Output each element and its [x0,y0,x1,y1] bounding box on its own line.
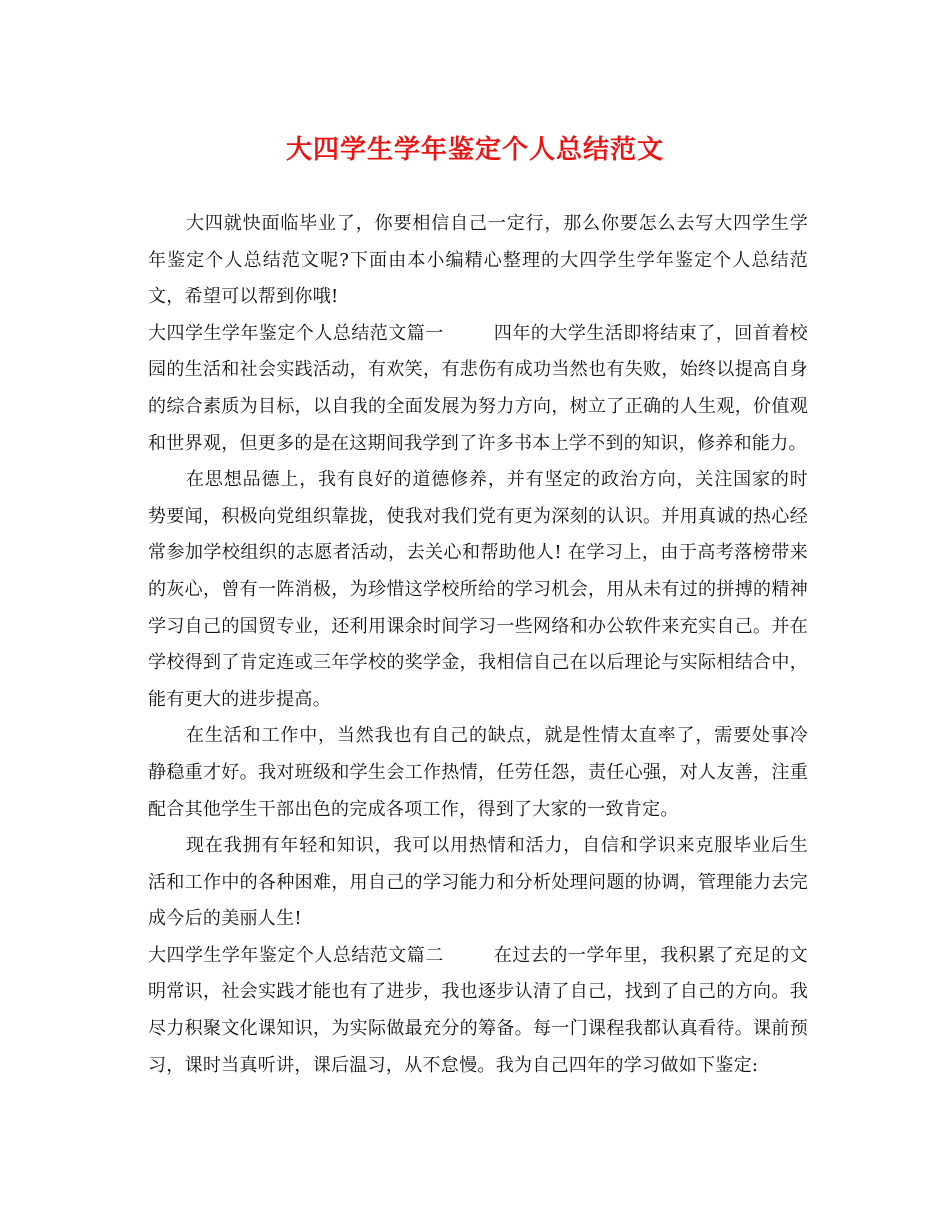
section-two-paragraph [148,938,808,1084]
section-two-text: 在过去的一学年里，我积累了充足的文明常识，社会实践才能也有了进步，我也逐步认清了自己，找到了自己的方向。我尽力积聚文化课知识，为实际做最充分的筹备。每一门课程我都认真看待。课前预习，课时当真听讲，课后温习，从不怠慢。我为自己四年的学习做如下鉴定: [148,944,808,1076]
section-two-heading: 大四学生学年鉴定个人总结范文篇二 [148,944,444,966]
section-one-paragraph [148,316,808,462]
document-body [148,206,808,1084]
section-one-text: 四年的大学生活即将结束了，回首着校园的生活和社会实践活动，有欢笑，有悲伤有成功当然也有失败，始终以提高自身的综合素质为目标，以自我的全面发展为努力方向，树立了正确的人生观，价值观和世界观，但更多的是在这期间我学到了许多书本上学不到的知识，修养和能力。 [148,322,808,454]
section-one-heading: 大四学生学年鉴定个人总结范文篇一 [148,322,444,344]
future-paragraph: 现在我拥有年轻和知识，我可以用热情和活力，自信和学识来克服毕业后生活和工作中的各种困难，用自己的学习能力和分析处理问题的协调，管理能力去完成今后的美丽人生! [148,835,808,930]
document-title: 大四学生学年鉴定个人总结范文 [285,135,664,165]
moral-paragraph: 在思想品德上，我有良好的道德修养，并有坚定的政治方向，关注国家的时势要闻，积极向党组织靠拢，使我对我们党有更为深刻的认识。并用真诚的热心经常参加学校组织的志愿者活动，去关心和帮助他人! 在学习上，由于高考落榜带来的灰心，曾有一阵消极，为珍惜这学校所给的学习机会，用从未有过的拼搏的精神学习自己的国贸专业，还利用课余时间学习一些网络和办公软件来充实自己。并在学校得到了肯定连或三年学校的奖学金，我相信自己在以后理论与实际相结合中，能有更大的进步提高。 [148,469,808,710]
intro-paragraph: 大四就快面临毕业了，你要相信自己一定行，那么你要怎么去写大四学生学年鉴定个人总结范文呢?下面由本小编精心整理的大四学生学年鉴定个人总结范文，希望可以帮到你哦! [148,213,808,308]
life-work-paragraph: 在生活和工作中，当然我也有自己的缺点，就是性情太直率了，需要处事冷静稳重才好。我对班级和学生会工作热情，任劳任怨，责任心强，对人友善，注重配合其他学生干部出色的完成各项工作，得到了大家的一致肯定。 [148,725,808,820]
